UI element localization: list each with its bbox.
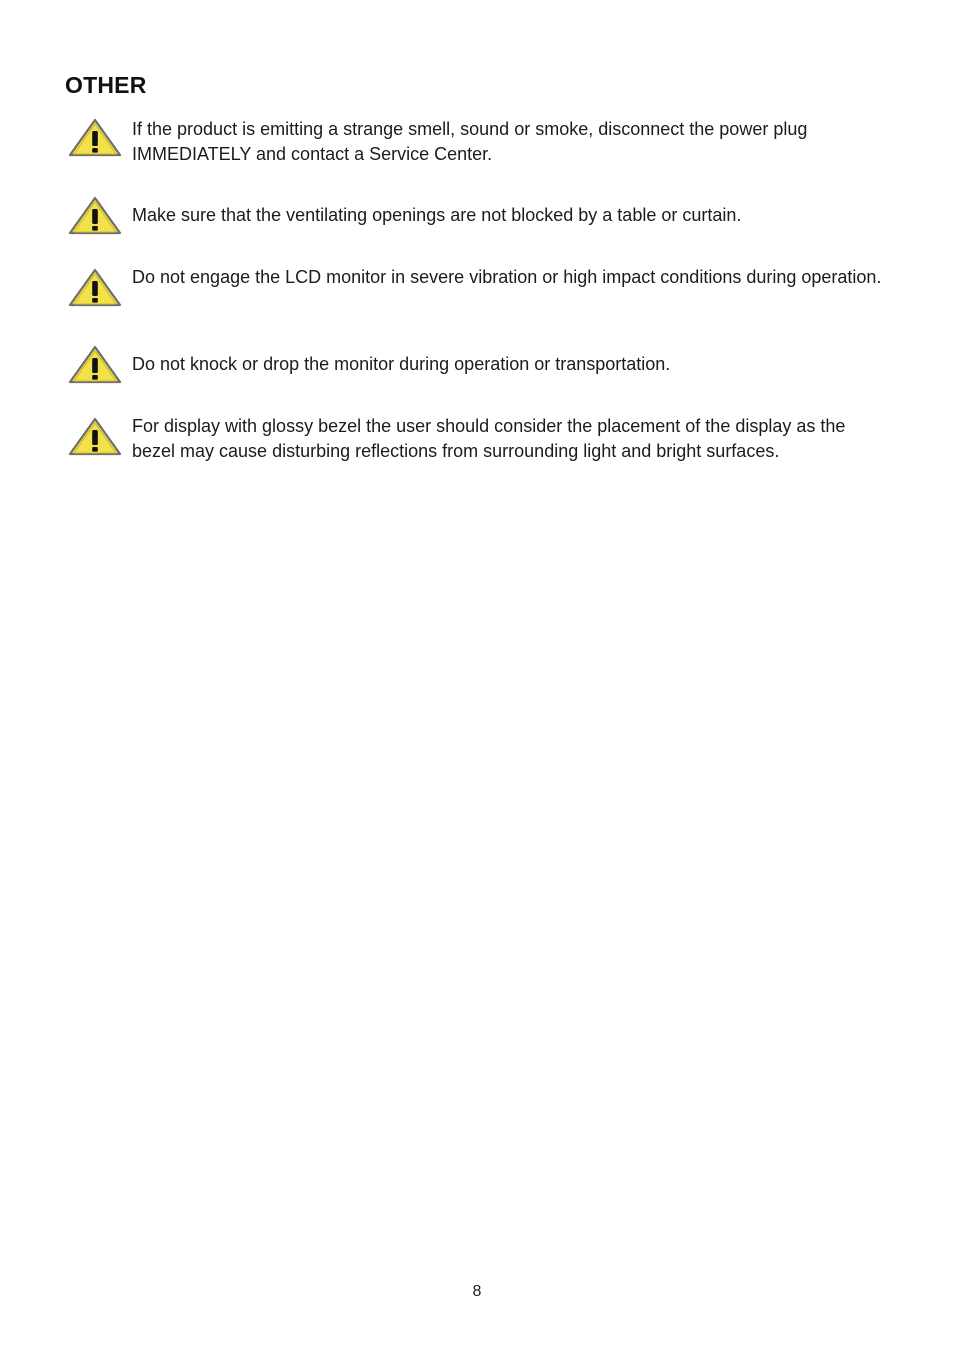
page-number: 8 bbox=[472, 1283, 482, 1300]
warning-triangle-icon bbox=[68, 195, 122, 237]
warning-triangle-icon bbox=[68, 416, 122, 458]
warning-triangle-icon bbox=[68, 117, 122, 159]
warning-text: Do not knock or drop the monitor during operation or transportation. bbox=[132, 354, 671, 374]
warning-triangle-icon bbox=[68, 344, 122, 386]
warning-triangle-icon bbox=[68, 267, 122, 309]
warning-text: Do not engage the LCD monitor in severe vibration or high impact conditions during operation. bbox=[132, 267, 882, 287]
warning-text: If the product is emitting a strange smell, sound or smoke, disconnect the power plug IMMEDIATELY and contact a Service Center. bbox=[132, 119, 808, 164]
warning-text: Make sure that the ventilating openings are not blocked by a table or curtain. bbox=[132, 205, 742, 225]
section-title: OTHER bbox=[65, 72, 147, 98]
warning-text: For display with glossy bezel the user should consider the placement of the display as the bezel may cause disturbing reflections from surrounding light and bright surfaces. bbox=[132, 416, 846, 461]
